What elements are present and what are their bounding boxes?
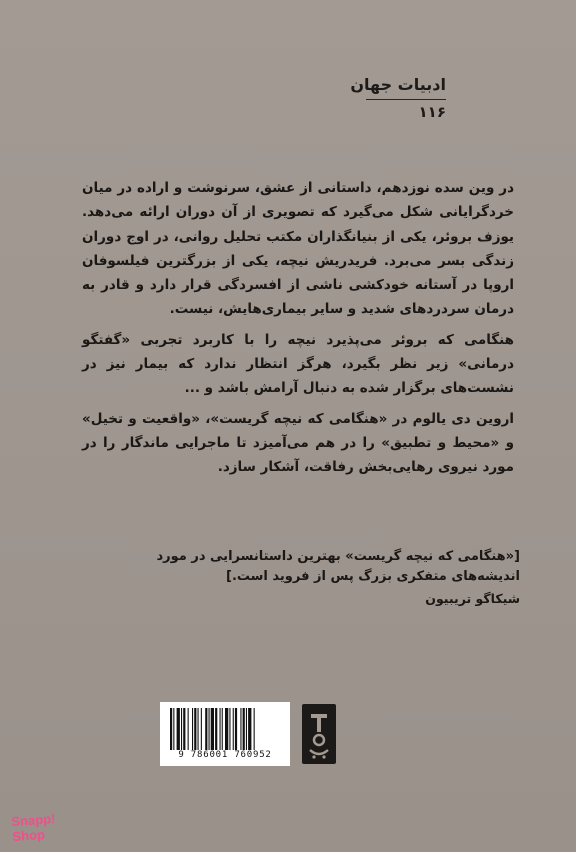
barcode-bar: [243, 708, 245, 750]
barcode-bar: [198, 708, 199, 750]
barcode-bar: [215, 708, 217, 750]
barcode-bar: [233, 708, 234, 750]
barcode-bar: [177, 708, 180, 750]
blurb: [82, 176, 514, 486]
blurb-paragraph-2: هنگامی که بروئر می‌پذیرد نیچه را با کاربرد تجربی «گفتگو درمانی» زیر نظر بگیرد، هرگز انتظار ندارد که بیمار نیز در نشست‌های برگزار شده به دنبال آرامش باشد و ...: [82, 331, 514, 397]
snapp-shop-watermark: [11, 810, 73, 848]
barcode-bar: [194, 708, 196, 750]
barcode-bar: [229, 708, 230, 750]
barcode-bar: [246, 708, 247, 750]
publisher-logo-icon: [302, 704, 336, 764]
series-divider: [366, 99, 446, 100]
barcode-bar: [188, 708, 189, 750]
barcode-bar: [205, 708, 207, 750]
quote-attribution: شیکاگو تریبیون: [425, 591, 520, 606]
watermark-line-2: Shop: [11, 826, 46, 845]
barcode-bar: [225, 708, 228, 750]
series-label: [326, 74, 446, 122]
barcode-bar: [201, 708, 202, 750]
barcode-bar: [220, 708, 221, 750]
barcode-bar: [173, 708, 174, 750]
barcode-bar: [222, 708, 223, 750]
barcode-bar: [211, 708, 214, 750]
barcode-bar: [192, 708, 193, 750]
barcode-bar: [248, 708, 251, 750]
barcode-bars: [170, 708, 280, 750]
series-number: ۱۱۶: [418, 103, 446, 121]
barcode-bar: [254, 708, 255, 750]
barcode-bar: [170, 708, 172, 750]
review-quote: [120, 547, 520, 609]
barcode-bar: [183, 708, 185, 750]
barcode-bar: [181, 708, 182, 750]
barcode-bar: [240, 708, 241, 750]
quote-text: [«هنگامی که نیچه گریست» بهترین داستانسرایی در مورد اندیشه‌های متفکری بزرگ پس از فروید است.]: [156, 549, 520, 584]
barcode-bar: [235, 708, 237, 750]
barcode-bar: [209, 708, 210, 750]
watermark-line-1: Snapp!: [10, 811, 56, 830]
series-name: ادبیات جهان: [350, 75, 446, 94]
barcode: [160, 702, 290, 766]
blurb-paragraph-3: اروین دی یالوم در «هنگامی که نیچه گریست»، «واقعیت و تخیل» و «محیط و تطبیق» را در هم می‌آمیزد تا ماجرایی ماندگار را در مورد نیروی رهایی‌بخش رفاقت، آشکار سازد.: [82, 410, 514, 476]
barcode-number: 9 786001 760952: [178, 750, 272, 760]
blurb-paragraph-1: در وین سده نوزدهم، داستانی از عشق، سرنوشت و اراده در میان خردگرایانی شکل می‌گیرد که تصویری از آن دوران ارائه می‌دهد. یوزف بروئر، یکی از بنیانگذاران مکتب تحلیل روانی، در اوج دوران زندگی بسر می‌برد. فریدریش نیچه، یکی از بزرگترین فیلسوفان اروپا در آستانه خودکشی ناشی از افسردگی قرار دارد و قادر به درمان سردردهای شدید و سایر بیماری‌هایش، نیست.: [82, 180, 514, 318]
